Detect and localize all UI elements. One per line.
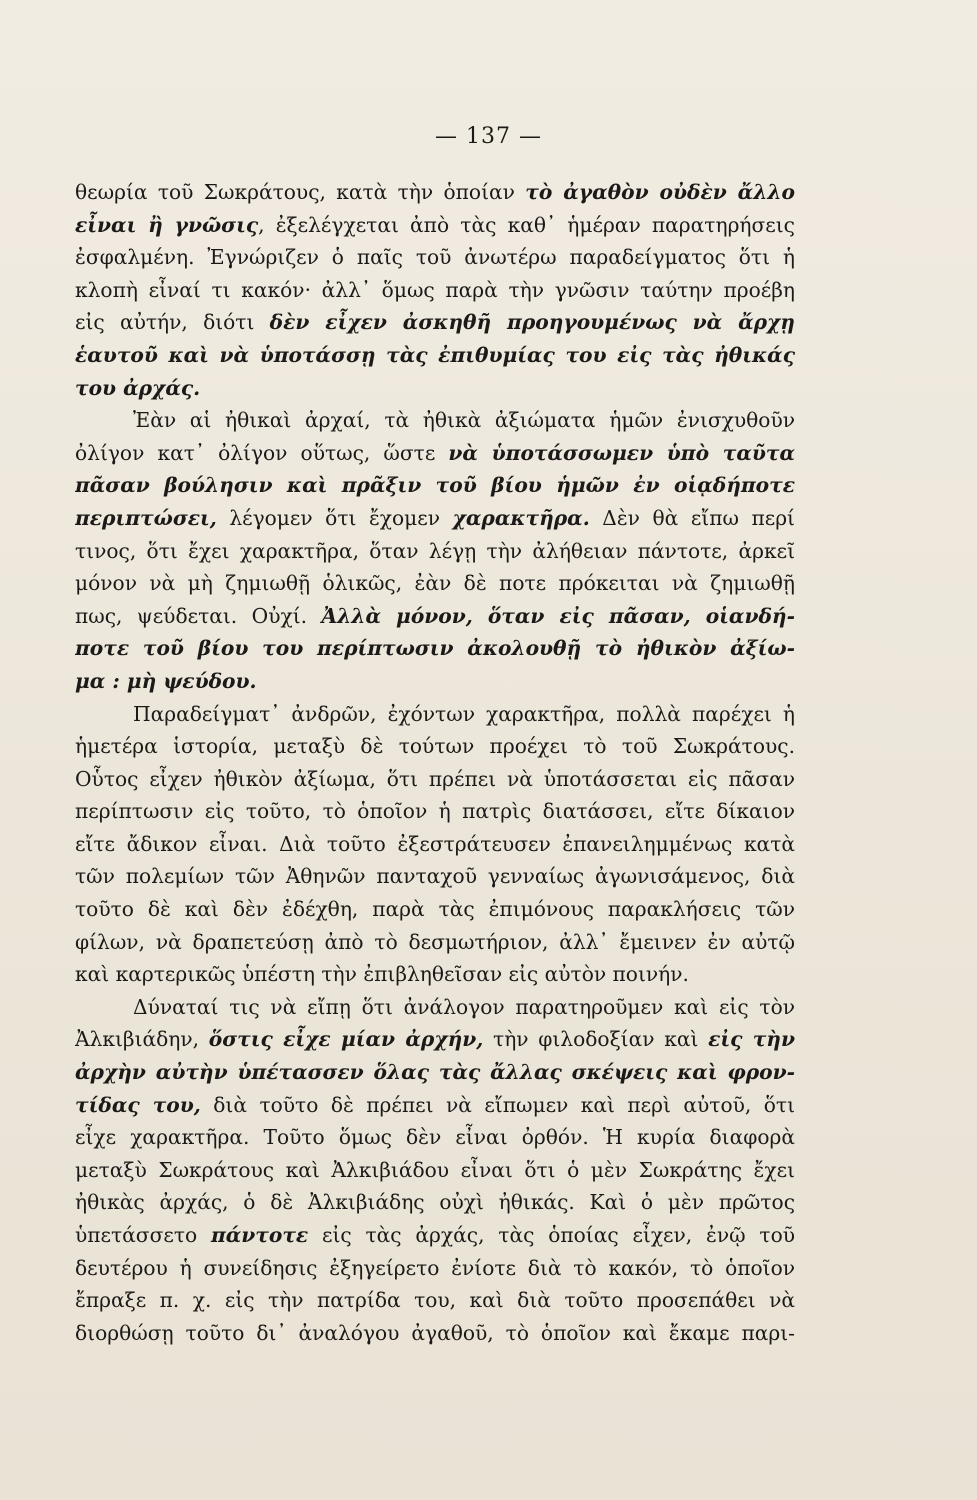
text-line (75, 991, 795, 1024)
text-line (75, 795, 795, 828)
plain-text: ἐσφαλμένη. Ἐγνώριζεν ὁ παῖς τοῦ ἀνωτέρω παραδείγματος ὅτι ἡ (75, 245, 795, 270)
text-line (75, 209, 795, 242)
text-line (75, 1089, 795, 1122)
emphasized-text: εἰς τὴν (708, 1027, 795, 1052)
plain-text: ἔπραξε π. χ. εἰς τὴν πατρίδα του, καὶ διὰ τοῦτο προσεπάθει νὰ (75, 1288, 795, 1313)
plain-text: καὶ καρτερικῶς ὑπέστη τὴν ἐπιβληθεῖσαν εἰς αὐτὸν ποινήν. (75, 962, 689, 987)
emphasized-text: ποτε τοῦ βίου του περίπτωσιν ἀκολουθῇ τὸ ἠθικὸν ἀξίω- (75, 636, 795, 661)
text-line (75, 632, 795, 665)
emphasized-text: πᾶσαν βούλησιν καὶ πρᾶξιν τοῦ βίου ἡμῶν ἐν οἱᾳδήποτε (75, 473, 795, 498)
text-line (75, 665, 795, 698)
plain-text: τοῦτο δὲ καὶ δὲν ἐδέχθη, παρὰ τὰς ἐπιμόνους παρακλήσεις τῶν (75, 897, 795, 922)
plain-text: εἶχε χαρακτῆρα. Τοῦτο ὅμως δὲν εἶναι ὀρθόν. Ἡ κυρία διαφορὰ (75, 1125, 795, 1150)
emphasized-text: του ἀρχάς. (75, 375, 201, 400)
emphasized-text: περιπτώσει, (75, 505, 217, 530)
plain-text: εἴτε ἄδικον εἶναι. Διὰ τοῦτο ἐξεστράτευσεν ἐπανειλημμένως κατὰ (75, 831, 795, 856)
emphasized-text: ἑαυτοῦ καὶ νὰ ὑποτάσσῃ τὰς ἐπιθυμίας του εἰς τὰς ἠθικάς (75, 342, 795, 367)
text-line (75, 958, 795, 991)
plain-text: τῶν πολεμίων τῶν Ἀθηνῶν πανταχοῦ γενναίως ἀγωνισάμενος, διὰ (75, 864, 795, 889)
text-line (75, 828, 795, 861)
emphasized-text: χαρακτῆρα. (452, 505, 590, 530)
page-number: — 137 — (435, 124, 542, 149)
text-line (75, 698, 795, 731)
text-line (75, 1154, 795, 1187)
text-line (75, 1219, 795, 1252)
plain-text: πως, ψεύδεται. Οὐχί. (75, 603, 322, 628)
text-line (75, 1186, 795, 1219)
emphasized-text: εἶναι ἢ γνῶσις (75, 212, 259, 237)
emphasized-text: μα : μὴ ψεύδου. (75, 668, 257, 693)
plain-text: Ἀλκιβιάδην, (75, 1027, 209, 1052)
text-line (75, 730, 795, 763)
text-line (75, 502, 795, 535)
text-line (75, 567, 795, 600)
plain-text: Ἐὰν αἱ ἠθικαὶ ἀρχαί, τὰ ἠθικὰ ἀξιώματα ἡμῶν ἐνισχυθοῦν (133, 408, 795, 433)
emphasized-text: πάντοτε (210, 1223, 309, 1247)
plain-text: Παραδείγματ᾿ ἀνδρῶν, ἐχόντων χαρακτῆρα, πολλὰ παρέχει ἡ (133, 701, 795, 726)
text-line (75, 535, 795, 568)
emphasized-text: ὅστις εἶχε μίαν ἀρχήν, (208, 1027, 484, 1052)
text-line (75, 1056, 795, 1089)
emphasized-text: τίδας του, (75, 1092, 201, 1117)
text-line (75, 404, 795, 437)
text-line (75, 1252, 795, 1285)
plain-text: θεωρία τοῦ Σωκράτους, κατὰ τὴν ὁποίαν (75, 180, 526, 204)
text-line (75, 600, 795, 633)
plain-text: ἡμετέρα ἱστορία, μεταξὺ δὲ τούτων προέχει τὸ τοῦ Σωκράτους. (75, 734, 795, 759)
plain-text: Δύναταί τις νὰ εἴπῃ ὅτι ἀνάλογον παρατηροῦμεν καὶ εἰς τὸν (133, 994, 795, 1019)
plain-text: μεταξὺ Σωκράτους καὶ Ἀλκιβιάδου εἶναι ὅτι ὁ μὲν Σωκράτης ἔχει (75, 1157, 795, 1182)
text-line (75, 860, 795, 893)
plain-text: Οὗτος εἶχεν ἠθικὸν ἀξίωμα, ὅτι πρέπει νὰ ὑποτάσσεται εἰς πᾶσαν (75, 766, 795, 791)
plain-text: , ἐξελέγχεται ἀπὸ τὰς καθ᾿ ἡμέραν παρατηρήσεις (258, 212, 795, 237)
text-line (75, 1121, 795, 1154)
plain-text: τινος, ὅτι ἔχει χαρακτῆρα, ὅταν λέγῃ τὴν ἀλήθειαν πάντοτε, ἀρκεῖ (75, 538, 795, 563)
plain-text: περίπτωσιν εἰς τοῦτο, τὸ ὁποῖον ἡ πατρὶς διατάσσει, εἴτε δίκαιον (75, 799, 795, 824)
plain-text: ἠθικὰς ἀρχάς, ὁ δὲ Ἀλκιβιάδης οὐχὶ ἠθικάς. Καὶ ὁ μὲν πρῶτος (75, 1190, 795, 1215)
text-line (75, 241, 795, 274)
text-line (75, 469, 795, 502)
page-body-text (75, 176, 795, 1349)
text-block (75, 176, 795, 1349)
text-line (75, 1317, 795, 1350)
plain-text: τὴν φιλοδοξίαν καὶ (483, 1027, 709, 1052)
emphasized-text: τὸ ἀγαθὸν οὐδὲν ἄλλο (525, 180, 795, 204)
text-line (75, 274, 795, 307)
plain-text: ὑπετάσσετο (75, 1223, 211, 1247)
text-line (75, 306, 795, 339)
emphasized-text: ἀρχὴν αὐτὴν ὑπέτασσεν ὅλας τὰς ἄλλας σκέψεις καὶ φρον- (75, 1060, 795, 1085)
plain-text: φίλων, νὰ δραπετεύσῃ ἀπὸ τὸ δεσμωτήριον, ἀλλ᾿ ἔμεινεν ἐν αὐτῷ (75, 929, 795, 954)
emphasized-text: νὰ ὑποτάσσωμεν ὑπὸ ταῦτα (448, 440, 795, 465)
text-line (75, 176, 795, 209)
plain-text: διορθώσῃ τοῦτο δι᾿ ἀναλόγου ἀγαθοῦ, τὸ ὁποῖον καὶ ἔκαμε παρι- (75, 1320, 795, 1345)
text-line (75, 1284, 795, 1317)
text-line (75, 339, 795, 372)
text-line (75, 893, 795, 926)
plain-text: δευτέρου ἡ συνείδησις ἐξηγείρετο ἐνίοτε διὰ τὸ κακόν, τὸ ὁποῖον (75, 1255, 795, 1280)
text-line (75, 372, 795, 405)
emphasized-text: δὲν εἶχεν ἀσκηθῆ προηγουμένως νὰ ἄρχῃ (269, 310, 795, 335)
plain-text: ὀλίγον κατ᾿ ὀλίγον οὕτως, ὥστε (75, 440, 449, 465)
plain-text: μόνον νὰ μὴ ζημιωθῇ ὁλικῶς, ἐὰν δὲ ποτε πρόκειται νὰ ζημιωθῇ (75, 571, 795, 596)
text-line (75, 1023, 795, 1056)
text-line (75, 926, 795, 959)
emphasized-text: Ἀλλὰ μόνον, ὅταν εἰς πᾶσαν, οἱανδή- (321, 603, 795, 628)
plain-text: λέγομεν ὅτι ἔχομεν (216, 505, 453, 530)
text-line (75, 437, 795, 470)
plain-text: διὰ τοῦτο δὲ πρέπει νὰ εἴπωμεν καὶ περὶ αὐτοῦ, ὅτι (200, 1092, 795, 1117)
plain-text: εἰς τὰς ἀρχάς, τὰς ὁποίας εἶχεν, ἐνῷ τοῦ (308, 1223, 795, 1247)
plain-text: εἰς αὐτήν, διότι (75, 310, 270, 335)
text-line (75, 763, 795, 796)
plain-text: κλοπὴ εἶναί τι κακόν· ἀλλ᾿ ὅμως παρὰ τὴν γνῶσιν ταύτην προέβη (75, 277, 795, 302)
plain-text: Δὲν θὰ εἴπω περί (589, 505, 795, 530)
